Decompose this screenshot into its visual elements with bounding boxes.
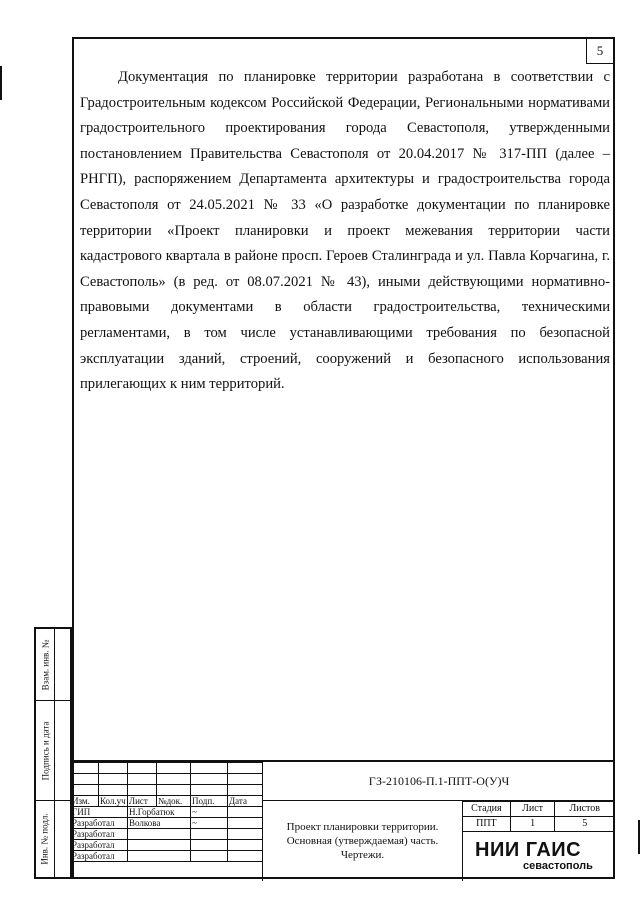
side-label-vzam: Взам. инв. №: [36, 629, 55, 701]
stamp-row: Разработал Волкова ~: [71, 818, 263, 829]
title-block: [70, 760, 615, 879]
body-text: [80, 65, 610, 398]
document-code: ГЗ-210106-П.1-ППТ-О(У)Ч: [262, 762, 615, 801]
page-number: 5: [586, 39, 613, 64]
document-title: Проект планировки территории. Основная (утверждаемая) часть. Чертежи.: [262, 801, 462, 881]
signature: ~: [191, 807, 228, 818]
stamp-row: Разработал: [71, 851, 263, 862]
stamp-row: ГИП Н.Горбатюк ~: [71, 807, 263, 818]
stage-table: Стадия Лист Листов ППТ 1 5: [462, 801, 615, 832]
side-stamp-strip: [34, 627, 72, 879]
side-label-inv: Инв. № подл.: [36, 801, 55, 877]
side-cell-podpis: [36, 701, 70, 801]
stamp-row: Разработал: [71, 829, 263, 840]
signature: ~: [191, 818, 228, 829]
signature-table: [70, 762, 263, 862]
stamp-header-row: Изм. Кол.уч Лист №док. Подп. Дата: [71, 796, 263, 807]
organization-logo: НИИ ГАИС севастополь: [462, 832, 615, 881]
side-cell-vzam: [36, 629, 70, 701]
side-cell-inv: [36, 801, 70, 877]
margin-mark-left: [0, 66, 2, 100]
side-label-podpis: Подпись и дата: [36, 701, 55, 801]
stamp-row: Разработал: [71, 840, 263, 851]
document-frame: [72, 37, 615, 879]
body-paragraph: Документация по планировке территории разработана в соответствии с Градостроительным кодексом Российской Федерации, Региональными нормативами градостроительного проектирования города Севастополя, утвержденными постановлением Правительства Севастополя от 20.04.2017 № 317-ПП (далее – РНГП), распоряжением Департамента архитектуры и градостроительства города Севастополя от 24.05.2021 № 33 «О разработке документации по планировке территории «Проект планировки и проект межевания территории части кадастрового квартала в районе просп. Героев Сталинграда и ул. Павла Корчагина, г. Севастополь» (в ред. от 08.07.2021 № 43), иными действующими нормативно-правовыми документами в области градостроительства, техническими регламентами, в том числе устанавливающими требования по безопасной эксплуатации зданий, строений, сооружений и безопасного использования прилегающих к ним территорий.: [80, 69, 610, 393]
